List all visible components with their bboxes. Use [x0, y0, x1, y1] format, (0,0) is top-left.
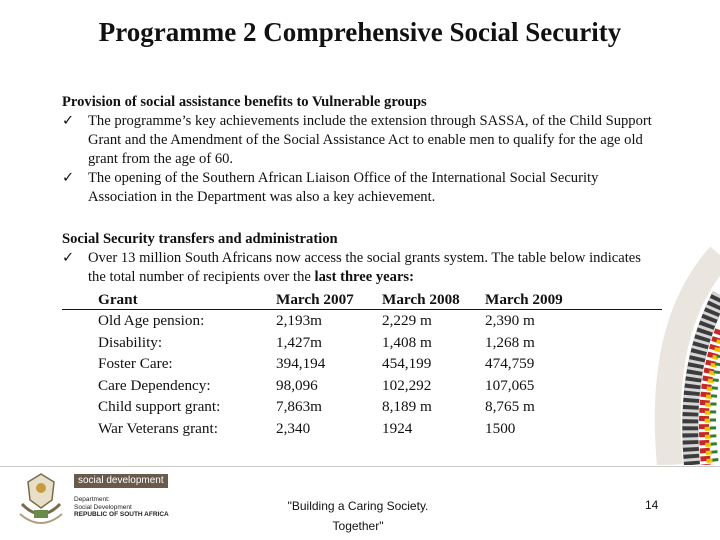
table-cell: 107,065 [485, 376, 535, 394]
table-cell: 1,408 m [382, 333, 432, 351]
footer-divider [0, 466, 720, 467]
table-cell: 454,199 [382, 355, 432, 372]
table-cell: 2,193m [276, 312, 322, 329]
table-cell: 102,292 [382, 376, 432, 394]
bullet-item [62, 169, 662, 207]
table-row [62, 353, 662, 375]
section-heading-social-assistance: Provision of social assistance benefits to Vulnerable groups [62, 94, 427, 110]
bullet-item [62, 112, 662, 169]
table-cell: Care Dependency: [98, 376, 211, 394]
table-cell: 8,765 m [485, 398, 535, 415]
department-label: Department: Social Development REPUBLIC OF SOUTH AFRICA [74, 496, 169, 518]
table-cell: Child support grant: [98, 398, 221, 415]
table-cell: 8,189 m [382, 398, 432, 415]
table-row [62, 310, 662, 332]
table-cell: 2,390 m [485, 312, 535, 329]
table-cell: 7,863m [276, 398, 322, 415]
bullet-text: The programme’s key achievements include the extension through SASSA, of the Child Support Grant and the Amendment of the Social Assistance Act to enable men to qualify for the age old grant from the age of 60. [88, 113, 652, 167]
table-row [62, 418, 662, 440]
table-row [62, 396, 662, 418]
bullet-text-bold: last three years: [314, 269, 414, 285]
bullet-text: Over 13 million South Africans now access the social grants system. The table below indicates the total number of recipients over the [88, 250, 641, 285]
table-header-cell: March 2007 [276, 291, 354, 308]
checkmark-icon: ✓ [62, 113, 75, 129]
table-cell: 98,096 [276, 376, 318, 394]
slogan: "Building a Caring Society. Together" [287, 499, 429, 533]
table-header-row [62, 289, 662, 310]
slide-title: Programme 2 Comprehensive Social Security [98, 17, 622, 47]
table-cell: 394,194 [276, 355, 326, 372]
table-cell: 1924 [382, 419, 413, 437]
table-header-cell: Grant [98, 289, 276, 310]
table-cell: War Veterans grant: [98, 419, 218, 437]
table-cell: 2,340 [276, 419, 311, 437]
coat-of-arms-icon [14, 470, 68, 532]
slide-body [62, 93, 662, 437]
table-row [62, 375, 662, 397]
table-cell: Old Age pension: [98, 312, 205, 329]
table-row [62, 332, 662, 354]
table-cell: Foster Care: [98, 355, 173, 372]
bullet-item [62, 249, 662, 287]
recipients-table [62, 289, 662, 439]
table-header-cell: March 2008 [382, 291, 460, 308]
table-header-cell: March 2009 [485, 291, 563, 308]
brand-banner: social development [74, 474, 168, 488]
beadwork-decoration [630, 235, 720, 465]
section-heading-transfers: Social Security transfers and administration [62, 231, 338, 247]
table-cell: 2,229 m [382, 312, 432, 329]
checkmark-icon: ✓ [62, 250, 75, 266]
table-cell: Disability: [98, 333, 163, 351]
table-cell: 1,268 m [485, 333, 535, 351]
page-number: 14 [645, 498, 659, 512]
table-cell: 474,759 [485, 355, 535, 372]
checkmark-icon: ✓ [62, 170, 75, 186]
bullet-text: The opening of the Southern African Liaison Office of the International Social Security Association in the Department was also a key achievement. [88, 170, 599, 205]
table-cell: 1500 [485, 419, 516, 437]
table-cell: 1,427m [276, 333, 322, 351]
